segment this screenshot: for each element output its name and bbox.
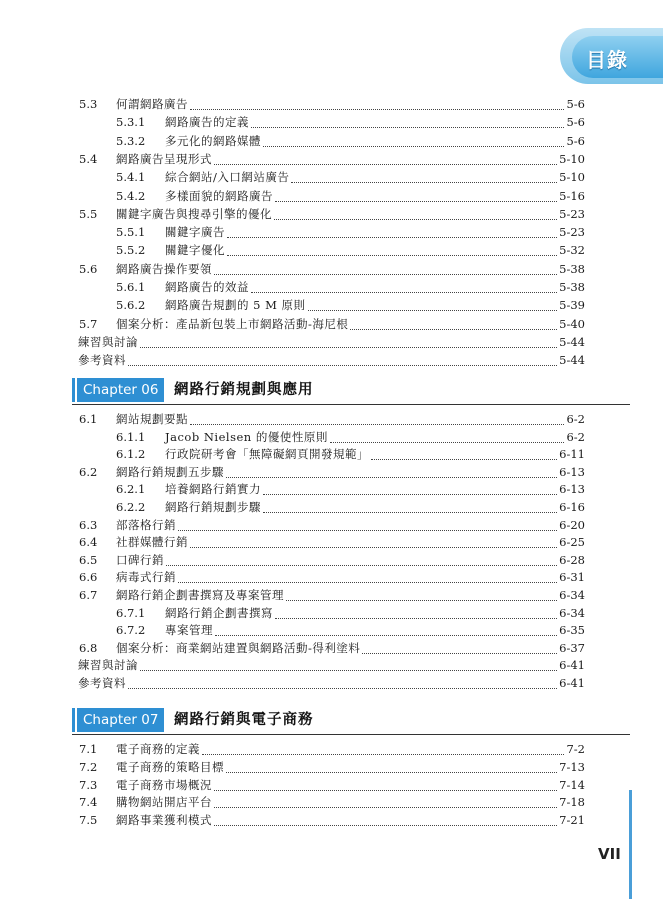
toc-entry-number: 6.2.2 bbox=[116, 500, 146, 514]
toc-entry[interactable] bbox=[116, 604, 585, 622]
toc-entry-title: 綜合網站/入口網站廣告 bbox=[165, 170, 290, 185]
toc-leader-dots bbox=[140, 338, 557, 348]
toc-entry-page: 5-32 bbox=[559, 243, 585, 258]
toc-entry-number: 5.4.1 bbox=[116, 170, 146, 185]
toc-entry[interactable] bbox=[116, 241, 585, 259]
chapter-07-label: Chapter 07 bbox=[77, 708, 164, 732]
toc-entry-title: 網路廣告呈現形式 bbox=[116, 151, 212, 166]
chapter-rule bbox=[72, 734, 630, 735]
toc-leader-dots bbox=[227, 228, 557, 238]
chapter-rule bbox=[72, 404, 630, 405]
toc-entry[interactable] bbox=[116, 498, 585, 516]
toc-entry-page: 6-37 bbox=[559, 640, 585, 655]
toc-entry-number: 5.4.2 bbox=[116, 188, 146, 203]
toc-entry-number: 7.1 bbox=[79, 742, 98, 756]
toc-entry[interactable] bbox=[79, 410, 585, 428]
toc-entry-page: 5-39 bbox=[559, 298, 585, 313]
section-tab-label: 目錄 bbox=[586, 48, 628, 72]
toc-entry[interactable] bbox=[116, 480, 585, 498]
toc-entry-number: 6.6 bbox=[79, 570, 98, 585]
toc-entry[interactable] bbox=[116, 445, 585, 463]
toc-entry-number: 6.1 bbox=[79, 412, 98, 426]
toc-entry-page: 6-34 bbox=[559, 605, 585, 620]
toc-leader-dots bbox=[350, 320, 557, 330]
toc-entry-page: 5-38 bbox=[559, 280, 585, 294]
chapter-marker bbox=[72, 708, 75, 732]
toc-entry-title: 培養網路行銷實力 bbox=[165, 482, 261, 497]
toc-entry-title: 練習與討論 bbox=[78, 658, 138, 673]
toc-entry-title: 個案分析：商業網站建置與網路活動-得利塗料 bbox=[116, 640, 361, 655]
toc-entry[interactable] bbox=[116, 168, 585, 186]
toc-entry-title: 網路行銷企劃書撰寫 bbox=[165, 605, 273, 620]
toc-leader-dots bbox=[226, 468, 557, 478]
toc-entry-page: 6-41 bbox=[559, 676, 585, 690]
toc-entry-page: 6-41 bbox=[559, 658, 585, 673]
toc-leader-dots bbox=[214, 798, 557, 808]
toc-entry-number: 5.6 bbox=[79, 261, 98, 276]
toc-entry-title: 網站規劃要點 bbox=[116, 412, 188, 426]
toc-entry-number: 6.7 bbox=[79, 588, 98, 602]
toc-entry-page: 7-2 bbox=[566, 742, 585, 756]
toc-entry-title: 網路廣告規劃的 5 M 原則 bbox=[165, 298, 306, 313]
toc-leader-dots bbox=[178, 521, 557, 531]
toc-entry-page: 5-10 bbox=[559, 170, 585, 185]
toc-entry-number: 5.6.2 bbox=[116, 298, 146, 313]
toc-entry-page: 5-40 bbox=[559, 316, 585, 331]
toc-entry-title: 多樣面貌的網路廣告 bbox=[165, 188, 273, 203]
toc-entry[interactable] bbox=[79, 516, 585, 534]
toc-entry-title: 口碑行銷 bbox=[116, 552, 164, 567]
toc-entry-number: 6.4 bbox=[79, 535, 98, 550]
toc-entry-page: 6-28 bbox=[559, 552, 585, 567]
toc-leader-dots bbox=[202, 745, 564, 755]
toc-leader-dots bbox=[251, 118, 564, 128]
toc-entry[interactable] bbox=[79, 150, 585, 168]
toc-leader-dots bbox=[140, 661, 557, 671]
toc-entry-number: 7.2 bbox=[79, 759, 98, 774]
chapter-07-title: 網路行銷與電子商務 bbox=[174, 712, 314, 728]
toc-entry[interactable] bbox=[78, 674, 585, 692]
toc-entry-page: 6-25 bbox=[559, 535, 585, 550]
toc-entry-page: 5-16 bbox=[559, 188, 585, 203]
toc-entry-page: 5-6 bbox=[566, 97, 585, 111]
toc-entry-title: 電子商務市場概況 bbox=[116, 777, 212, 792]
toc-entry[interactable] bbox=[116, 223, 585, 241]
toc-entry-number: 5.3.2 bbox=[116, 133, 146, 148]
toc-entry-title: 網路行銷規劃步驟 bbox=[165, 500, 261, 514]
toc-entry[interactable] bbox=[79, 463, 585, 481]
margin-accent-line bbox=[629, 790, 632, 899]
chapter-06-title: 網路行銷規劃與應用 bbox=[174, 382, 314, 398]
toc-entry-number: 6.2.1 bbox=[116, 482, 146, 497]
toc-entry-number: 7.4 bbox=[79, 795, 98, 810]
toc-leader-dots bbox=[275, 192, 557, 202]
toc-leader-dots bbox=[371, 450, 557, 460]
toc-entry[interactable] bbox=[78, 351, 585, 369]
toc-entry[interactable] bbox=[116, 278, 585, 296]
toc-entry-title: 病毒式行銷 bbox=[116, 570, 176, 585]
toc-leader-dots bbox=[263, 485, 557, 495]
toc-entry-title: 購物網站開店平台 bbox=[116, 795, 212, 810]
chapter-07-heading bbox=[72, 708, 630, 732]
toc-entry-page: 5-38 bbox=[559, 261, 585, 276]
toc-entry-number: 6.1.1 bbox=[116, 429, 146, 444]
toc-entry-page: 6-16 bbox=[559, 500, 585, 514]
toc-entry-title: 網路廣告操作要領 bbox=[116, 261, 212, 276]
toc-entry[interactable] bbox=[79, 205, 585, 223]
toc-entry[interactable] bbox=[116, 187, 585, 205]
toc-entry-page: 6-20 bbox=[559, 517, 585, 532]
toc-leader-dots bbox=[215, 626, 557, 636]
toc-entry-title: 網路行銷規劃五步驟 bbox=[116, 464, 224, 479]
toc-entry[interactable] bbox=[116, 428, 585, 446]
toc-leader-dots bbox=[214, 155, 557, 165]
toc-entry-page: 5-6 bbox=[566, 115, 585, 130]
toc-entry-number: 5.5.1 bbox=[116, 225, 146, 240]
toc-leader-dots bbox=[214, 781, 557, 791]
toc-entry-title: 網路廣告的效益 bbox=[165, 280, 249, 294]
toc-entry-title: 何謂網路廣告 bbox=[116, 97, 188, 111]
toc-entry-page: 5-44 bbox=[559, 334, 585, 349]
toc-entry-number: 5.5.2 bbox=[116, 243, 146, 258]
toc-entry-title: 關鍵字廣告 bbox=[165, 225, 225, 240]
toc-leader-dots bbox=[128, 356, 557, 366]
toc-entry[interactable] bbox=[79, 533, 585, 551]
toc-leader-dots bbox=[286, 591, 557, 601]
toc-leader-dots bbox=[226, 763, 557, 773]
toc-entry-title: 行政院研考會「無障礙網頁開發規範」 bbox=[165, 447, 369, 462]
toc-entry[interactable] bbox=[116, 621, 585, 639]
toc-entry[interactable] bbox=[78, 656, 585, 674]
toc-entry[interactable] bbox=[79, 551, 585, 569]
toc-entry[interactable] bbox=[79, 568, 585, 586]
toc-entry-title: Jacob Nielsen 的優使性原則 bbox=[165, 429, 328, 444]
toc-entry[interactable] bbox=[79, 811, 585, 829]
toc-leader-dots bbox=[263, 503, 557, 513]
toc-entry-title: 練習與討論 bbox=[78, 334, 138, 349]
toc-entry[interactable] bbox=[79, 639, 585, 657]
toc-entry-number: 6.7.1 bbox=[116, 605, 146, 620]
toc-entry-number: 6.3 bbox=[79, 517, 98, 532]
toc-entry-number: 7.3 bbox=[79, 777, 98, 792]
toc-leader-dots bbox=[362, 644, 557, 654]
toc-entry-number: 6.1.2 bbox=[116, 447, 146, 462]
toc-entry-title: 個案分析：產品新包裝上市網路活動-海尼根 bbox=[116, 316, 349, 331]
toc-entry-page: 7-18 bbox=[559, 795, 585, 810]
toc-entry-page: 6-34 bbox=[559, 588, 585, 602]
toc-leader-dots bbox=[275, 609, 557, 619]
toc-entry-page: 6-2 bbox=[566, 412, 585, 426]
toc-entry-title: 社群媒體行銷 bbox=[116, 535, 188, 550]
toc-entry-number: 5.6.1 bbox=[116, 280, 146, 294]
toc-entry-page: 5-44 bbox=[559, 353, 585, 368]
toc-leader-dots bbox=[128, 679, 557, 689]
toc-entry-number: 6.8 bbox=[79, 640, 98, 655]
toc-entry-title: 參考資料 bbox=[78, 353, 126, 368]
toc-leader-dots bbox=[263, 137, 564, 147]
toc-leader-dots bbox=[190, 538, 557, 548]
toc-entry-page: 6-13 bbox=[559, 464, 585, 479]
toc-entry-title: 網路廣告的定義 bbox=[165, 115, 249, 130]
toc-entry-number: 5.3 bbox=[79, 97, 98, 111]
toc-entry-number: 5.5 bbox=[79, 206, 98, 221]
toc-entry[interactable] bbox=[79, 315, 585, 333]
toc-entry-number: 7.5 bbox=[79, 813, 98, 828]
toc-entry[interactable] bbox=[79, 740, 585, 758]
toc-entry-number: 5.3.1 bbox=[116, 115, 146, 130]
toc-entry-title: 網路事業獲利模式 bbox=[116, 813, 212, 828]
toc-entry-page: 5-6 bbox=[566, 133, 585, 148]
toc-entry-number: 5.4 bbox=[79, 151, 98, 166]
toc-leader-dots bbox=[214, 816, 557, 826]
toc-entry[interactable] bbox=[79, 260, 585, 278]
toc-leader-dots bbox=[274, 210, 557, 220]
toc-entry[interactable] bbox=[79, 793, 585, 811]
toc-leader-dots bbox=[291, 173, 557, 183]
toc-entry-title: 多元化的網路媒體 bbox=[165, 133, 261, 148]
toc-entry-title: 關鍵字優化 bbox=[165, 243, 225, 258]
toc-entry-page: 5-23 bbox=[559, 206, 585, 221]
toc-leader-dots bbox=[330, 433, 565, 443]
toc-entry-number: 6.5 bbox=[79, 552, 98, 567]
toc-entry[interactable] bbox=[78, 333, 585, 351]
chapter-06-label: Chapter 06 bbox=[77, 378, 164, 402]
toc-entry-page: 7-21 bbox=[559, 813, 585, 828]
toc-entry[interactable] bbox=[79, 776, 585, 794]
toc-entry-title: 電子商務的定義 bbox=[116, 742, 200, 756]
toc-entry-page: 7-14 bbox=[559, 777, 585, 792]
toc-entry[interactable] bbox=[79, 586, 585, 604]
toc-leader-dots bbox=[166, 556, 557, 566]
toc-entry-number: 6.7.2 bbox=[116, 623, 146, 638]
toc-entry-title: 網路行銷企劃書撰寫及專案管理 bbox=[116, 588, 284, 602]
toc-entry[interactable] bbox=[79, 95, 585, 113]
toc-entry-page: 5-10 bbox=[559, 151, 585, 166]
toc-entry-page: 6-2 bbox=[566, 429, 585, 444]
toc-entry[interactable] bbox=[116, 132, 585, 150]
toc-leader-dots bbox=[178, 573, 557, 583]
toc-entry-page: 6-11 bbox=[559, 447, 585, 462]
toc-leader-dots bbox=[308, 301, 558, 311]
toc-entry-page: 5-23 bbox=[559, 225, 585, 240]
toc-entry-number: 5.7 bbox=[79, 316, 98, 331]
toc-entry-page: 6-35 bbox=[559, 623, 585, 638]
toc-leader-dots bbox=[190, 100, 564, 110]
toc-entry-title: 參考資料 bbox=[78, 676, 126, 690]
chapter-marker bbox=[72, 378, 75, 402]
toc-entry[interactable] bbox=[116, 113, 585, 131]
chapter-06-heading bbox=[72, 378, 630, 402]
toc-leader-dots bbox=[214, 265, 557, 275]
toc-entry-page: 6-31 bbox=[559, 570, 585, 585]
toc-entry-title: 部落格行銷 bbox=[116, 517, 176, 532]
toc-entry-number: 6.2 bbox=[79, 464, 98, 479]
toc-entry-title: 專案管理 bbox=[165, 623, 213, 638]
page-number: VII bbox=[598, 845, 621, 863]
toc-entry-page: 7-13 bbox=[559, 759, 585, 774]
toc-leader-dots bbox=[227, 246, 557, 256]
toc-entry-title: 電子商務的策略目標 bbox=[116, 759, 224, 774]
toc-entry-title: 關鍵字廣告與搜尋引擎的優化 bbox=[116, 206, 272, 221]
toc-entry-page: 6-13 bbox=[559, 482, 585, 497]
toc-leader-dots bbox=[251, 283, 557, 293]
toc-entry[interactable] bbox=[116, 296, 585, 314]
toc-leader-dots bbox=[190, 415, 564, 425]
toc-entry[interactable] bbox=[79, 758, 585, 776]
